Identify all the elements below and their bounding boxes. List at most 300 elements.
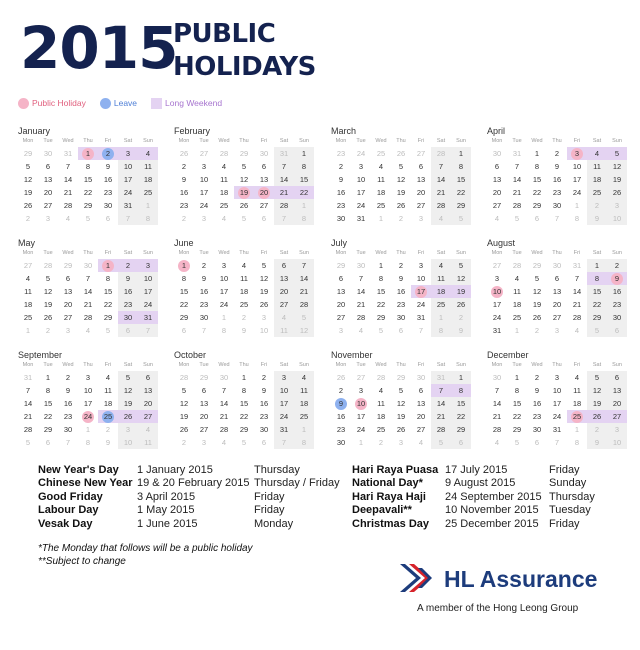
day-number: 17 bbox=[356, 412, 366, 421]
adjacent-month-day bbox=[58, 436, 78, 449]
day-cell bbox=[547, 384, 567, 397]
day-cell bbox=[234, 298, 254, 311]
day-number: 22 bbox=[456, 412, 466, 421]
day-number: 11 bbox=[300, 386, 308, 395]
weekday-label: Sun bbox=[612, 250, 622, 256]
weekday-label: Mon bbox=[335, 362, 347, 368]
day-number: 4 bbox=[281, 313, 287, 322]
day-number: 26 bbox=[336, 373, 346, 382]
weekday-label: Wed bbox=[531, 362, 543, 368]
day-number: 6 bbox=[534, 214, 540, 223]
day-number: 24 bbox=[572, 188, 582, 197]
day-number: 12 bbox=[456, 274, 466, 283]
day-cell bbox=[527, 186, 547, 199]
day-number: 10 bbox=[356, 399, 366, 408]
weekday-label: Mon bbox=[335, 250, 347, 256]
month-name: August bbox=[487, 238, 516, 248]
day-number: 28 bbox=[512, 261, 522, 270]
day-number: 1 bbox=[145, 201, 151, 210]
holiday-name: Vesak Day bbox=[38, 517, 93, 530]
day-cell bbox=[194, 160, 214, 173]
day-number: 30 bbox=[492, 149, 502, 158]
day-number: 27 bbox=[356, 373, 366, 382]
adjacent-month-day bbox=[391, 371, 411, 384]
day-number: 12 bbox=[259, 274, 269, 283]
day-number: 14 bbox=[279, 175, 289, 184]
adjacent-month-day bbox=[38, 212, 58, 225]
day-cell bbox=[294, 397, 314, 410]
adjacent-month-day bbox=[58, 147, 78, 160]
day-number: 8 bbox=[105, 274, 111, 283]
day-cell bbox=[587, 298, 607, 311]
day-number: 13 bbox=[279, 274, 289, 283]
public-holiday-day bbox=[567, 410, 587, 423]
day-cell bbox=[567, 384, 587, 397]
day-number: 1 bbox=[25, 326, 31, 335]
day-cell bbox=[234, 384, 254, 397]
day-grid bbox=[487, 147, 627, 225]
adjacent-month-day bbox=[391, 324, 411, 337]
day-cell bbox=[58, 311, 78, 324]
day-cell bbox=[58, 371, 78, 384]
adjacent-month-day bbox=[411, 147, 431, 160]
day-cell bbox=[294, 186, 314, 199]
day-cell bbox=[331, 423, 351, 436]
day-number: 15 bbox=[103, 287, 113, 296]
day-number: 7 bbox=[65, 162, 71, 171]
day-number: 21 bbox=[356, 300, 366, 309]
day-number: 9 bbox=[261, 386, 267, 395]
day-number: 9 bbox=[594, 214, 600, 223]
adjacent-month-day bbox=[507, 259, 527, 272]
day-number: 13 bbox=[552, 287, 562, 296]
day-number: 15 bbox=[456, 175, 466, 184]
day-cell bbox=[567, 311, 587, 324]
adjacent-month-day bbox=[567, 212, 587, 225]
day-number: 24 bbox=[416, 300, 426, 309]
day-number: 3 bbox=[65, 326, 71, 335]
adjacent-month-day bbox=[78, 436, 98, 449]
day-number: 19 bbox=[532, 300, 542, 309]
day-number: 31 bbox=[123, 201, 133, 210]
day-number: 7 bbox=[85, 274, 91, 283]
day-cell bbox=[607, 371, 627, 384]
day-number: 12 bbox=[43, 287, 53, 296]
day-cell bbox=[118, 371, 138, 384]
day-cell bbox=[294, 298, 314, 311]
adjacent-month-day bbox=[98, 436, 118, 449]
day-number: 7 bbox=[438, 162, 444, 171]
adjacent-month-day bbox=[78, 324, 98, 337]
day-number: 28 bbox=[512, 201, 522, 210]
day-cell bbox=[547, 272, 567, 285]
footnote-monday: *The Monday that follows will be a public holiday bbox=[38, 543, 253, 554]
adjacent-month-day bbox=[411, 324, 431, 337]
day-cell bbox=[487, 186, 507, 199]
day-number: 2 bbox=[338, 386, 344, 395]
day-cell bbox=[567, 285, 587, 298]
day-number: 2 bbox=[181, 162, 187, 171]
day-number: 9 bbox=[181, 175, 187, 184]
day-number: 2 bbox=[458, 313, 464, 322]
adjacent-month-day bbox=[567, 423, 587, 436]
day-cell bbox=[331, 298, 351, 311]
day-cell bbox=[118, 259, 138, 272]
day-cell bbox=[78, 397, 98, 410]
day-number: 11 bbox=[280, 326, 288, 335]
day-number: 19 bbox=[259, 287, 269, 296]
day-cell bbox=[138, 384, 158, 397]
day-number: 29 bbox=[512, 425, 522, 434]
title-line-2: HOLIDAYS bbox=[173, 52, 316, 82]
day-number: 14 bbox=[63, 175, 73, 184]
day-number: 5 bbox=[125, 373, 131, 382]
weekday-label: Wed bbox=[375, 362, 387, 368]
day-number: 9 bbox=[554, 162, 560, 171]
day-number: 17 bbox=[199, 188, 209, 197]
day-cell bbox=[587, 259, 607, 272]
day-number: 10 bbox=[219, 274, 229, 283]
adjacent-month-day bbox=[274, 436, 294, 449]
weekday-label: Wed bbox=[375, 138, 387, 144]
adjacent-month-day bbox=[567, 199, 587, 212]
month-october bbox=[174, 350, 314, 449]
day-number: 31 bbox=[572, 261, 582, 270]
holiday-date: 17 July 2015 bbox=[445, 464, 508, 476]
day-number: 30 bbox=[492, 373, 502, 382]
day-number: 9 bbox=[398, 274, 404, 283]
adjacent-month-day bbox=[567, 436, 587, 449]
day-number: 30 bbox=[259, 425, 269, 434]
weekday-label: Sun bbox=[299, 250, 309, 256]
holiday-name: Deepavali** bbox=[352, 504, 412, 517]
day-number: 30 bbox=[199, 313, 209, 322]
day-number: 20 bbox=[63, 300, 73, 309]
day-number: 19 bbox=[396, 188, 406, 197]
day-cell bbox=[451, 285, 471, 298]
day-cell bbox=[194, 259, 214, 272]
adjacent-month-day bbox=[451, 212, 471, 225]
day-cell bbox=[607, 298, 627, 311]
day-cell bbox=[351, 212, 371, 225]
day-cell bbox=[527, 285, 547, 298]
day-number: 30 bbox=[356, 261, 366, 270]
day-number: 19 bbox=[592, 399, 602, 408]
day-number: 18 bbox=[376, 188, 386, 197]
day-number: 4 bbox=[514, 274, 520, 283]
adjacent-month-day bbox=[254, 311, 274, 324]
day-cell bbox=[351, 160, 371, 173]
day-cell bbox=[38, 371, 58, 384]
day-cell bbox=[451, 259, 471, 272]
adjacent-month-day bbox=[118, 436, 138, 449]
adjacent-month-day bbox=[194, 212, 214, 225]
day-cell bbox=[431, 397, 451, 410]
day-cell bbox=[587, 371, 607, 384]
day-number: 6 bbox=[125, 326, 131, 335]
day-number: 29 bbox=[336, 261, 346, 270]
day-number: 13 bbox=[199, 399, 209, 408]
day-cell bbox=[587, 397, 607, 410]
day-cell bbox=[351, 186, 371, 199]
day-number: 24 bbox=[356, 425, 366, 434]
day-number: 16 bbox=[336, 188, 346, 197]
adjacent-month-day bbox=[274, 311, 294, 324]
day-number: 5 bbox=[438, 438, 444, 447]
day-number: 1 bbox=[458, 373, 464, 382]
day-number: 9 bbox=[335, 398, 347, 410]
holiday-date: 19 & 20 February 2015 bbox=[137, 477, 250, 490]
day-number: 20 bbox=[199, 412, 209, 421]
day-number: 17 bbox=[356, 188, 366, 197]
adjacent-month-day bbox=[194, 324, 214, 337]
day-cell bbox=[174, 186, 194, 199]
day-number: 8 bbox=[534, 162, 540, 171]
legend-label-holiday: Public Holiday bbox=[32, 98, 86, 108]
adjacent-month-day bbox=[194, 147, 214, 160]
day-number: 24 bbox=[123, 188, 133, 197]
weekday-label: Sat bbox=[123, 138, 133, 144]
day-number: 6 bbox=[281, 261, 287, 270]
day-number: 31 bbox=[23, 373, 33, 382]
day-cell bbox=[607, 173, 627, 186]
day-cell bbox=[351, 423, 371, 436]
day-cell bbox=[78, 311, 98, 324]
public-holiday-day bbox=[567, 147, 587, 160]
day-cell bbox=[294, 371, 314, 384]
day-number: 4 bbox=[65, 214, 71, 223]
adjacent-month-day bbox=[138, 436, 158, 449]
day-number: 28 bbox=[436, 201, 446, 210]
day-number: 19 bbox=[612, 175, 622, 184]
day-cell bbox=[214, 199, 234, 212]
day-number: 24 bbox=[143, 300, 153, 309]
day-number: 26 bbox=[396, 201, 406, 210]
day-number: 8 bbox=[514, 386, 520, 395]
day-cell bbox=[118, 186, 138, 199]
month-name: May bbox=[18, 238, 36, 248]
day-number: 2 bbox=[45, 326, 51, 335]
day-number: 28 bbox=[376, 373, 386, 382]
month-march bbox=[331, 126, 471, 225]
day-cell bbox=[254, 371, 274, 384]
day-grid bbox=[18, 147, 158, 225]
day-cell bbox=[214, 397, 234, 410]
adjacent-month-day bbox=[547, 436, 567, 449]
day-number: 12 bbox=[239, 175, 249, 184]
day-cell bbox=[138, 311, 158, 324]
day-number: 16 bbox=[123, 287, 133, 296]
weekday-header bbox=[331, 361, 471, 370]
day-cell bbox=[138, 298, 158, 311]
day-number: 23 bbox=[103, 188, 113, 197]
day-number: 27 bbox=[143, 412, 153, 421]
day-number: 30 bbox=[103, 201, 113, 210]
day-number: 29 bbox=[532, 261, 542, 270]
day-number: 30 bbox=[336, 438, 346, 447]
day-cell bbox=[451, 371, 471, 384]
adjacent-month-day bbox=[234, 324, 254, 337]
adjacent-month-day bbox=[331, 147, 351, 160]
month-november bbox=[331, 350, 471, 449]
day-number: 20 bbox=[143, 399, 153, 408]
legend-item-long-weekend bbox=[151, 98, 222, 109]
adjacent-month-day bbox=[118, 423, 138, 436]
day-number: 24 bbox=[279, 412, 289, 421]
day-number: 7 bbox=[554, 214, 560, 223]
holiday-date: 1 May 2015 bbox=[137, 504, 195, 517]
day-number: 7 bbox=[301, 261, 307, 270]
day-number: 9 bbox=[458, 326, 464, 335]
day-cell bbox=[371, 160, 391, 173]
day-cell bbox=[138, 259, 158, 272]
day-cell bbox=[431, 423, 451, 436]
day-number: 18 bbox=[143, 175, 153, 184]
day-cell bbox=[234, 272, 254, 285]
day-cell bbox=[527, 384, 547, 397]
weekday-header bbox=[331, 249, 471, 258]
day-number: 29 bbox=[103, 313, 113, 322]
weekday-label: Mon bbox=[22, 250, 34, 256]
day-cell bbox=[587, 186, 607, 199]
day-cell bbox=[507, 199, 527, 212]
public-holiday-day bbox=[254, 186, 274, 199]
adjacent-month-day bbox=[567, 259, 587, 272]
weekday-header bbox=[487, 249, 627, 258]
day-number: 11 bbox=[377, 175, 385, 184]
day-number: 10 bbox=[199, 175, 209, 184]
day-number: 4 bbox=[438, 214, 444, 223]
day-cell bbox=[98, 186, 118, 199]
public-holiday-day bbox=[78, 410, 98, 423]
adjacent-month-day bbox=[214, 371, 234, 384]
day-cell bbox=[138, 186, 158, 199]
adjacent-month-day bbox=[411, 436, 431, 449]
day-number: 16 bbox=[199, 287, 209, 296]
adjacent-month-day bbox=[351, 371, 371, 384]
day-number: 3 bbox=[418, 214, 424, 223]
day-cell bbox=[527, 371, 547, 384]
holiday-weekday: Thursday bbox=[549, 490, 595, 503]
holiday-name: Hari Raya Puasa bbox=[352, 464, 439, 476]
adjacent-month-day bbox=[527, 212, 547, 225]
day-cell bbox=[98, 285, 118, 298]
day-cell bbox=[451, 173, 471, 186]
day-cell bbox=[234, 160, 254, 173]
day-cell bbox=[38, 423, 58, 436]
weekday-header bbox=[18, 249, 158, 258]
day-number: 13 bbox=[63, 287, 73, 296]
adjacent-month-day bbox=[294, 324, 314, 337]
day-grid bbox=[174, 259, 314, 337]
day-cell bbox=[567, 173, 587, 186]
adjacent-month-day bbox=[78, 423, 98, 436]
day-number: 22 bbox=[43, 412, 53, 421]
holiday-date: 9 August 2015 bbox=[445, 477, 516, 490]
day-cell bbox=[294, 410, 314, 423]
day-cell bbox=[118, 160, 138, 173]
day-cell bbox=[234, 173, 254, 186]
day-cell bbox=[274, 173, 294, 186]
day-number: 26 bbox=[456, 300, 466, 309]
weekday-label: Wed bbox=[531, 250, 543, 256]
day-number: 6 bbox=[201, 386, 207, 395]
day-number: 1 bbox=[514, 373, 520, 382]
leave-day bbox=[98, 147, 118, 160]
adjacent-month-day bbox=[351, 259, 371, 272]
public-holiday-day bbox=[78, 147, 98, 160]
day-cell bbox=[391, 311, 411, 324]
day-cell bbox=[587, 173, 607, 186]
holiday-weekday: Friday bbox=[254, 504, 285, 517]
day-number: 10 bbox=[123, 438, 133, 447]
adjacent-month-day bbox=[38, 436, 58, 449]
adjacent-month-day bbox=[174, 147, 194, 160]
day-cell bbox=[587, 160, 607, 173]
day-grid bbox=[487, 371, 627, 449]
day-cell bbox=[274, 410, 294, 423]
weekday-header bbox=[487, 137, 627, 146]
weekday-header bbox=[18, 137, 158, 146]
day-number: 10 bbox=[416, 274, 426, 283]
day-number: 27 bbox=[23, 261, 33, 270]
legend-label-leave: Leave bbox=[113, 98, 138, 108]
weekday-label: Mon bbox=[178, 138, 190, 144]
day-number: 24 bbox=[83, 412, 93, 421]
day-cell bbox=[234, 199, 254, 212]
day-cell bbox=[274, 371, 294, 384]
day-cell bbox=[214, 259, 234, 272]
day-number: 8 bbox=[458, 386, 464, 395]
adjacent-month-day bbox=[451, 436, 471, 449]
day-cell bbox=[351, 384, 371, 397]
weekday-label: Wed bbox=[375, 250, 387, 256]
day-number: 2 bbox=[398, 214, 404, 223]
day-number: 2 bbox=[534, 326, 540, 335]
adjacent-month-day bbox=[371, 147, 391, 160]
day-number: 24 bbox=[219, 300, 229, 309]
weekday-label: Fri bbox=[417, 138, 425, 144]
day-number: 16 bbox=[63, 399, 73, 408]
day-number: 9 bbox=[201, 274, 207, 283]
day-cell bbox=[431, 259, 451, 272]
adjacent-month-day bbox=[234, 311, 254, 324]
day-number: 12 bbox=[299, 326, 309, 335]
adjacent-month-day bbox=[567, 324, 587, 337]
holiday-weekday: Friday bbox=[254, 490, 285, 503]
day-number: 14 bbox=[512, 175, 522, 184]
weekday-label: Tue bbox=[199, 138, 209, 144]
day-cell bbox=[18, 298, 38, 311]
day-cell bbox=[371, 272, 391, 285]
day-number: 31 bbox=[416, 313, 426, 322]
adjacent-month-day bbox=[274, 147, 294, 160]
day-cell bbox=[527, 311, 547, 324]
day-cell bbox=[18, 384, 38, 397]
day-number: 23 bbox=[552, 188, 562, 197]
day-cell bbox=[451, 272, 471, 285]
day-number: 29 bbox=[199, 373, 209, 382]
day-number: 7 bbox=[201, 326, 207, 335]
day-number: 1 bbox=[594, 261, 600, 270]
day-cell bbox=[234, 397, 254, 410]
day-number: 24 bbox=[199, 201, 209, 210]
holiday-name: New Year's Day bbox=[38, 464, 119, 476]
holiday-date: 10 November 2015 bbox=[445, 504, 539, 517]
day-number: 29 bbox=[63, 261, 73, 270]
day-number: 4 bbox=[105, 373, 111, 382]
day-number: 8 bbox=[241, 386, 247, 395]
